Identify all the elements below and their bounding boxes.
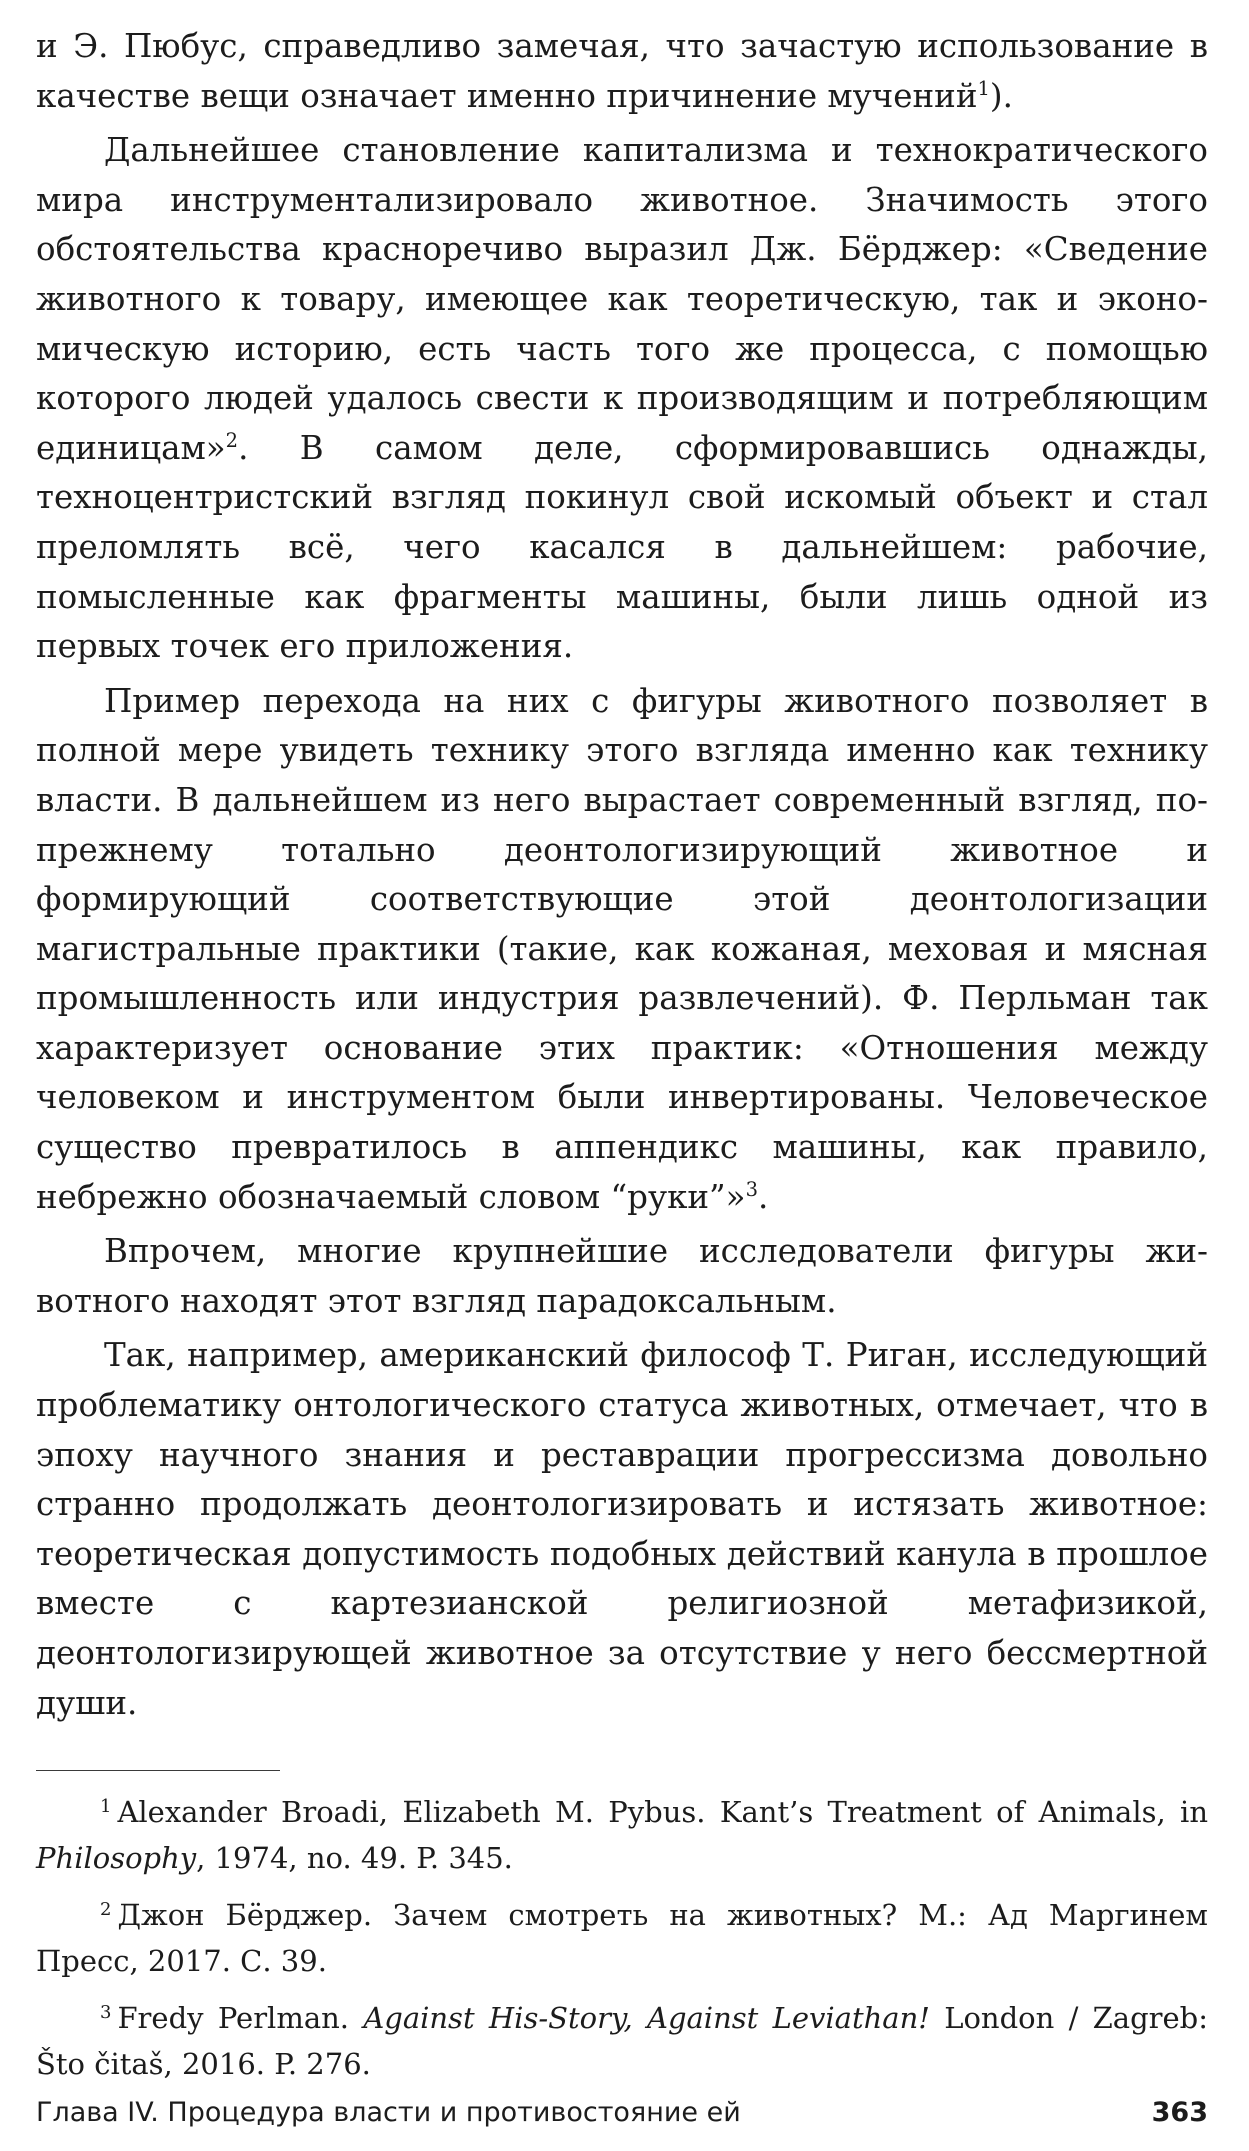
footnote-3-details: London / Zagreb: Što čitaš, 2016. P. 276. (36, 2001, 1208, 2082)
footnote-3-number: 3 (100, 2001, 112, 2023)
footnote-3 (36, 1995, 1208, 2087)
paragraph-1 (36, 22, 1208, 121)
footnote-2 (36, 1892, 1208, 1984)
paragraph-5: Так, например, американский философ Т. Риган, исследующий проблематику онтологического статуса животных, отмечает, что в эпоху научного знания и реставрации прогрессизма довольно странно продолжать деонтологизировать и истязать животное: теоретическая допустимость подобных действий канула в прошлое вместе с картезианской религиозной метафизикой, деонтологизирующей животное за отсутствие у него бессмертной души. (36, 1336, 1208, 1722)
paragraph-2-text-cont: . В самом деле, сформировавшись однажды, техноцентристский взгляд покинул свой искомый объект и стал преломлять всё, чего касался в дальнейшем: рабочие, помысленные как фрагменты машины, были лишь одной из первых точек его приложения. (36, 428, 1208, 666)
paragraph-1-tail: ). (989, 76, 1013, 115)
paragraph-2 (36, 126, 1208, 672)
footnote-ref-3[interactable]: 3 (745, 1177, 758, 1201)
footnote-ref-2[interactable]: 2 (225, 428, 239, 452)
page-body (36, 22, 1208, 2098)
footnote-2-number: 2 (100, 1898, 112, 1920)
footnote-divider (36, 1770, 280, 1771)
footnote-3-title: Against His-Story, Against Leviathan! (363, 2001, 930, 2036)
footnote-1 (36, 1789, 1208, 1881)
paragraph-1-text: и Э. Пюбус, справедливо замечая, что зачастую использование в качестве вещи означает именно причинение мучений (36, 27, 1208, 115)
footnote-ref-1[interactable]: 1 (977, 76, 990, 100)
footnote-2-text: Джон Бёрджер. Зачем смотреть на животных? М.: Ад Маргинем Пресс, 2017. С. 39. (36, 1898, 1208, 1979)
footnote-1-details: , 1974, no. 49. P. 345. (196, 1841, 513, 1876)
footnote-1-text: Alexander Broadi, Elizabeth M. Pybus. Kant’s Treatment of Animals, in (117, 1795, 1208, 1830)
footnote-1-title: Philosophy (36, 1841, 197, 1876)
paragraph-3-tail: . (757, 1177, 769, 1216)
page-footer (36, 2097, 1208, 2128)
running-footer-chapter: Глава IV. Процедура власти и противостояние ей (36, 2097, 741, 2128)
paragraph-3-text: Пример перехода на них с фигуры животного позволяет в полной мере увидеть технику этого взгляда именно как технику власти. В дальнейшем из него вырастает современный взгляд, по-прежнему тотально деонтологизирующий животное и формирующий соответствующие этой деонтологизации магистральные практики (такие, как кожаная, меховая и мясная промышленность или индустрия развлечений). Ф. Перльман так характеризует основание этих практик: «Отношения между человеком и инструментом были инвертированы. Человеческое существо превратилось в аппендикс машины, как правило, небрежно обозначаемый словом “руки”» (36, 681, 1208, 1216)
footnote-1-number: 1 (100, 1795, 112, 1817)
paragraph-2-text: Дальнейшее становление капитализма и технократического мира инструментализировало животное. Значимость этого обстоятельства красноречиво выразил Дж. Бёрджер: «Сведение животного к товару, имеющее как теоретическую, так и экономическую историю, есть часть того же процесса, с помощью которого людей удалось свести к производящим и потребляющим единицам» (36, 131, 1208, 467)
paragraph-3 (36, 677, 1208, 1223)
page-number: 363 (1151, 2097, 1208, 2128)
paragraph-4: Впрочем, многие крупнейшие исследователи фигуры животного находят этот взгляд парадоксальным. (36, 1232, 1208, 1320)
footnote-3-text: Fredy Perlman. (117, 2001, 364, 2036)
